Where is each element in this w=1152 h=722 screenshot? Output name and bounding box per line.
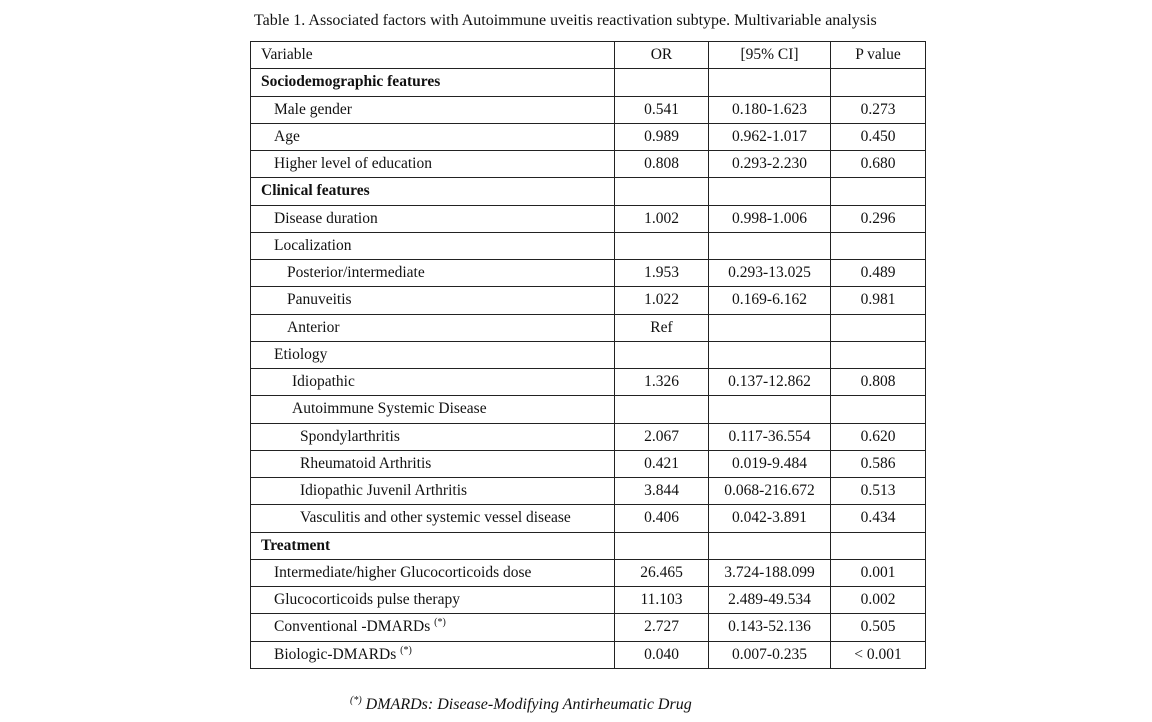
variable-label: Autoimmune Systemic Disease xyxy=(292,400,487,418)
p-value-cell: 0.002 xyxy=(831,587,926,614)
ci-cell xyxy=(709,396,831,423)
or-cell: 0.040 xyxy=(615,641,709,668)
or-cell xyxy=(615,69,709,96)
footnote-mark: (*) xyxy=(350,695,362,706)
table-body xyxy=(251,42,926,669)
section-row xyxy=(251,178,926,205)
variable-cell xyxy=(251,341,615,368)
ci-cell xyxy=(709,69,831,96)
variable-label: Etiology xyxy=(274,345,328,363)
or-cell: 2.067 xyxy=(615,423,709,450)
or-cell xyxy=(615,341,709,368)
table-row xyxy=(251,314,926,341)
section-row xyxy=(251,532,926,559)
variable-label: Higher level of education xyxy=(274,155,432,173)
table-row xyxy=(251,505,926,532)
p-value-cell xyxy=(831,341,926,368)
variable-cell xyxy=(251,369,615,396)
p-value-cell: 0.296 xyxy=(831,205,926,232)
header-ci: [95% CI] xyxy=(709,42,831,69)
ci-cell: 0.042-3.891 xyxy=(709,505,831,532)
p-value-cell: 0.513 xyxy=(831,478,926,505)
or-cell: 1.022 xyxy=(615,287,709,314)
ci-cell xyxy=(709,341,831,368)
variable-cell xyxy=(251,287,615,314)
variable-cell xyxy=(251,232,615,259)
variable-cell xyxy=(251,123,615,150)
section-row xyxy=(251,69,926,96)
variable-cell xyxy=(251,205,615,232)
table-row xyxy=(251,232,926,259)
p-value-cell xyxy=(831,69,926,96)
ci-cell: 0.169-6.162 xyxy=(709,287,831,314)
variable-label: Conventional -DMARDs xyxy=(274,618,431,636)
p-value-cell: 0.808 xyxy=(831,369,926,396)
ci-cell: 0.293-2.230 xyxy=(709,151,831,178)
variable-cell xyxy=(251,559,615,586)
variable-cell xyxy=(251,614,615,641)
or-cell xyxy=(615,532,709,559)
p-value-cell: 0.450 xyxy=(831,123,926,150)
variable-cell xyxy=(251,96,615,123)
or-cell: 0.421 xyxy=(615,450,709,477)
variable-label: Spondylarthritis xyxy=(300,427,400,445)
header-or: OR xyxy=(615,42,709,69)
table-row xyxy=(251,450,926,477)
p-value-cell: 0.273 xyxy=(831,96,926,123)
or-cell xyxy=(615,178,709,205)
variable-cell xyxy=(251,69,615,96)
p-value-cell xyxy=(831,232,926,259)
or-cell: 0.406 xyxy=(615,505,709,532)
or-cell: 0.541 xyxy=(615,96,709,123)
variable-label: Glucocorticoids pulse therapy xyxy=(274,591,460,609)
table-row xyxy=(251,96,926,123)
table-row xyxy=(251,587,926,614)
or-cell: 0.989 xyxy=(615,123,709,150)
ci-cell: 2.489-49.534 xyxy=(709,587,831,614)
p-value-cell: 0.981 xyxy=(831,287,926,314)
variable-cell xyxy=(251,587,615,614)
or-cell xyxy=(615,232,709,259)
variable-cell xyxy=(251,423,615,450)
p-value-cell xyxy=(831,314,926,341)
results-table xyxy=(250,41,926,669)
ci-cell: 3.724-188.099 xyxy=(709,559,831,586)
p-value-cell xyxy=(831,532,926,559)
variable-label: Rheumatoid Arthritis xyxy=(300,454,432,472)
ci-cell: 0.143-52.136 xyxy=(709,614,831,641)
variable-label: Vasculitis and other systemic vessel disease xyxy=(300,509,571,527)
ci-cell xyxy=(709,532,831,559)
footnote-ref: (*) xyxy=(434,617,446,629)
p-value-cell: 0.620 xyxy=(831,423,926,450)
footnote-text: DMARDs: Disease-Modifying Antirheumatic Drug xyxy=(361,696,692,713)
variable-label: Anterior xyxy=(287,318,340,336)
table-caption: Table 1. Associated factors with Autoimmune uveitis reactivation subtype. Multivariable analysis xyxy=(254,12,877,29)
or-cell: 0.808 xyxy=(615,151,709,178)
p-value-cell: 0.001 xyxy=(831,559,926,586)
variable-cell xyxy=(251,641,615,668)
or-cell: 1.953 xyxy=(615,260,709,287)
variable-label: Age xyxy=(274,127,300,145)
variable-label: Biologic-DMARDs xyxy=(274,645,397,663)
header-variable: Variable xyxy=(251,42,615,69)
p-value-cell: 0.586 xyxy=(831,450,926,477)
variable-cell xyxy=(251,151,615,178)
ci-cell: 0.293-13.025 xyxy=(709,260,831,287)
variable-cell xyxy=(251,396,615,423)
variable-cell xyxy=(251,450,615,477)
table-row xyxy=(251,341,926,368)
table-row xyxy=(251,614,926,641)
table-row xyxy=(251,396,926,423)
or-cell: 2.727 xyxy=(615,614,709,641)
footnote-ref: (*) xyxy=(400,644,412,656)
variable-label: Idiopathic Juvenil Arthritis xyxy=(300,482,468,500)
variable-label: Disease duration xyxy=(274,209,378,227)
variable-cell xyxy=(251,505,615,532)
or-cell: 26.465 xyxy=(615,559,709,586)
table-row xyxy=(251,478,926,505)
or-cell: 3.844 xyxy=(615,478,709,505)
or-cell: 1.326 xyxy=(615,369,709,396)
table-row xyxy=(251,423,926,450)
table-row xyxy=(251,260,926,287)
or-cell xyxy=(615,396,709,423)
p-value-cell: 0.680 xyxy=(831,151,926,178)
header-p: P value xyxy=(831,42,926,69)
table-row xyxy=(251,641,926,668)
p-value-cell: 0.434 xyxy=(831,505,926,532)
header-row xyxy=(251,42,926,69)
ci-cell: 0.180-1.623 xyxy=(709,96,831,123)
variable-label: Panuveitis xyxy=(287,291,352,309)
variable-label: Sociodemographic features xyxy=(261,73,441,91)
variable-label: Localization xyxy=(274,236,352,254)
ci-cell: 0.137-12.862 xyxy=(709,369,831,396)
p-value-cell: 0.489 xyxy=(831,260,926,287)
p-value-cell xyxy=(831,396,926,423)
or-cell: 11.103 xyxy=(615,587,709,614)
table-row xyxy=(251,151,926,178)
variable-label: Treatment xyxy=(261,536,331,554)
table-row xyxy=(251,123,926,150)
table-row xyxy=(251,369,926,396)
or-cell: 1.002 xyxy=(615,205,709,232)
variable-cell xyxy=(251,314,615,341)
ci-cell: 0.117-36.554 xyxy=(709,423,831,450)
variable-label: Male gender xyxy=(274,100,352,118)
ci-cell: 0.019-9.484 xyxy=(709,450,831,477)
variable-label: Intermediate/higher Glucocorticoids dose xyxy=(274,563,532,581)
table-row xyxy=(251,559,926,586)
ci-cell xyxy=(709,232,831,259)
ci-cell xyxy=(709,314,831,341)
variable-label: Idiopathic xyxy=(292,373,355,391)
variable-label: Posterior/intermediate xyxy=(287,264,425,282)
table-row xyxy=(251,287,926,314)
footnote xyxy=(350,696,692,714)
p-value-cell: < 0.001 xyxy=(831,641,926,668)
ci-cell: 0.998-1.006 xyxy=(709,205,831,232)
p-value-cell xyxy=(831,178,926,205)
ci-cell: 0.962-1.017 xyxy=(709,123,831,150)
variable-cell xyxy=(251,260,615,287)
variable-cell xyxy=(251,178,615,205)
variable-cell xyxy=(251,478,615,505)
ci-cell: 0.007-0.235 xyxy=(709,641,831,668)
p-value-cell: 0.505 xyxy=(831,614,926,641)
ci-cell: 0.068-216.672 xyxy=(709,478,831,505)
ci-cell xyxy=(709,178,831,205)
or-cell: Ref xyxy=(615,314,709,341)
table-row xyxy=(251,205,926,232)
variable-cell xyxy=(251,532,615,559)
variable-label: Clinical features xyxy=(261,182,370,200)
